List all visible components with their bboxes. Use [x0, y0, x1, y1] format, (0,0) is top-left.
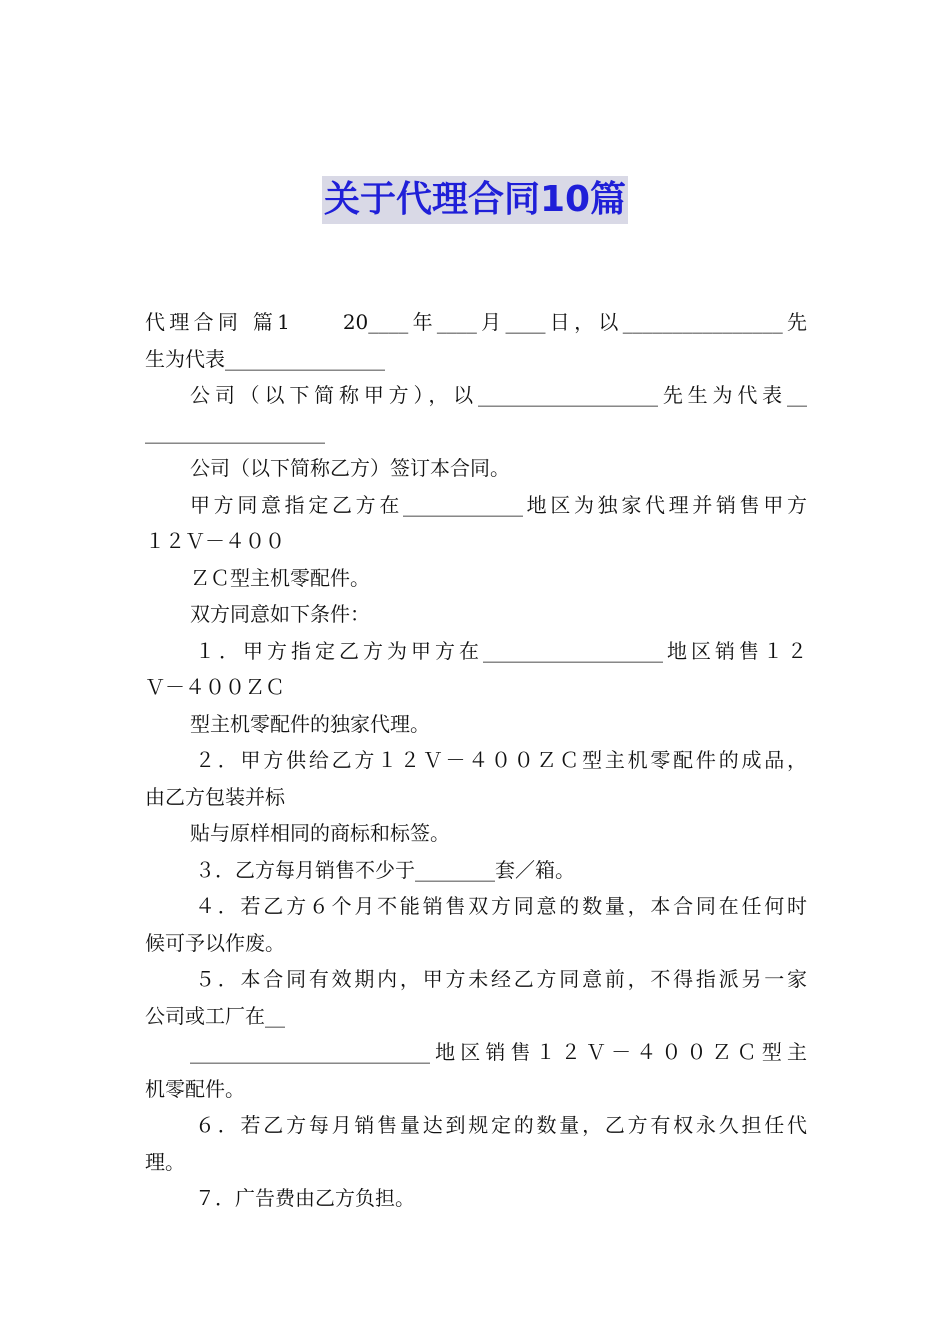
paragraph-line: 型主机零配件的独家代理。 [190, 711, 430, 736]
paragraph-line: 甲方同意指定乙方在____________地区为独家代理并销售甲方 [190, 492, 807, 517]
paragraph-line: 理。 [145, 1149, 185, 1174]
paragraph-line: 公司或工厂在__ [145, 1003, 285, 1028]
paragraph-line: ５．本合同有效期内，甲方未经乙方同意前，不得指派另一家 [195, 967, 807, 991]
paragraph-line: 生为代表________________ [145, 346, 385, 371]
paragraph-line: １２Ｖ－４００ [145, 529, 285, 553]
paragraph-line: 由乙方包装并标 [145, 784, 285, 809]
paragraph-line: ２．甲方供给乙方１２Ｖ－４００ＺＣ型主机零配件的成品， [195, 748, 807, 772]
paragraph-line: 代理合同 篇1 20____年____月____日，以________________先 [145, 310, 807, 334]
paragraph-line: １．甲方指定乙方为甲方在__________________地区销售１２ [195, 638, 807, 663]
paragraph-line: ________________________地区销售１２Ｖ－４００ＺＣ型主 [190, 1040, 807, 1064]
document-title: 关于代理合同10篇 [322, 176, 628, 224]
paragraph-line: 机零配件。 [145, 1076, 245, 1101]
paragraph-line: ３．乙方每月销售不少于________套／箱。 [195, 857, 575, 882]
paragraph-line: 双方同意如下条件： [190, 602, 370, 626]
paragraph-line: ７．广告费由乙方负担。 [195, 1186, 415, 1210]
title-container [0, 176, 950, 224]
paragraph-line: 候可予以作废。 [145, 930, 285, 955]
paragraph-line: 公司（以下简称甲方），以__________________先生为代表__ [190, 383, 807, 407]
paragraph-line: 公司（以下简称乙方）签订本合同。 [190, 456, 510, 480]
paragraph-line: ６．若乙方每月销售量达到规定的数量，乙方有权永久担任代 [195, 1113, 807, 1137]
paragraph-line: ＺＣ型主机零配件。 [190, 565, 370, 590]
paragraph-line: 贴与原样相同的商标和标签。 [190, 821, 450, 845]
document-body [145, 304, 807, 1217]
paragraph-line: ４．若乙方６个月不能销售双方同意的数量，本合同在任何时 [195, 894, 807, 918]
paragraph-line: Ｖ－４００ＺＣ [145, 675, 285, 699]
paragraph-line: __________________ [145, 419, 325, 444]
